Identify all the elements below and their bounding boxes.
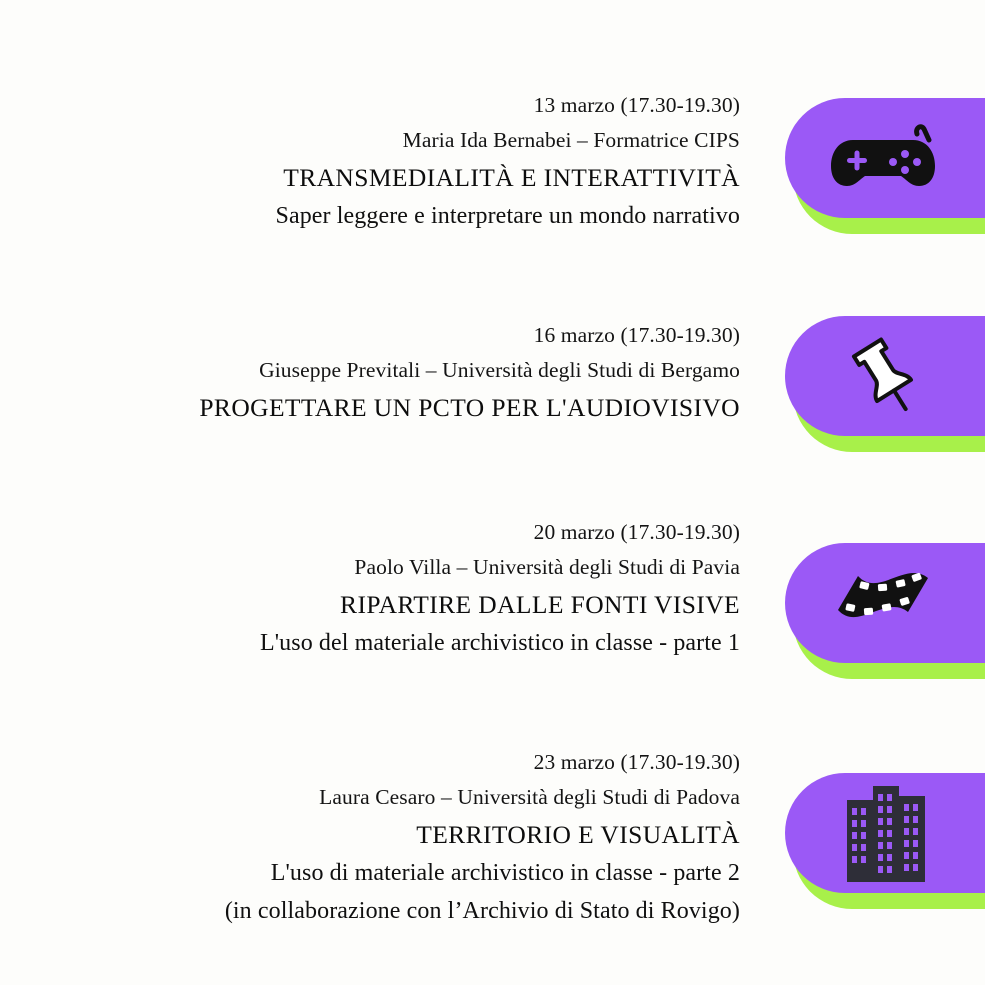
entry-title: TRANSMEDIALITÀ E INTERATTIVITÀ — [283, 163, 740, 192]
entry-speaker: Maria Ida Bernabei – Formatrice CIPS — [402, 128, 740, 152]
entry-speaker: Laura Cesaro – Università degli Studi di Padova — [319, 785, 740, 809]
entry-speaker: Giuseppe Previtali – Università degli Studi di Bergamo — [259, 358, 740, 382]
entry-subtitle: L'uso di materiale archivistico in classe - parte 2 — [270, 860, 740, 886]
entry-title: PROGETTARE UN PCTO PER L'AUDIOVISIVO — [199, 393, 740, 422]
entry-subtitle: L'uso del materiale archivistico in classe - parte 1 — [259, 630, 740, 656]
entry-text-block — [0, 745, 742, 930]
entry-subtitle-secondary: (in collaborazione con l’Archivio di Stato di Rovigo) — [224, 898, 740, 924]
film-strip-icon — [785, 543, 985, 663]
entry-date: 23 marzo (17.30-19.30) — [533, 750, 740, 774]
push-pin-icon — [785, 316, 985, 436]
entry-icon-badge — [785, 316, 985, 448]
entry-title: RIPARTIRE DALLE FONTI VISIVE — [340, 590, 740, 619]
entry-icon-badge — [785, 98, 985, 230]
entry-date: 20 marzo (17.30-19.30) — [533, 520, 740, 544]
entry-icon-badge — [785, 773, 985, 905]
buildings-icon — [785, 773, 985, 893]
entry-date: 16 marzo (17.30-19.30) — [533, 323, 740, 347]
game-controller-icon — [785, 98, 985, 218]
entry-speaker: Paolo Villa – Università degli Studi di Pavia — [354, 555, 740, 579]
entry-text-block — [0, 515, 742, 662]
entry-text-block — [0, 88, 742, 235]
entry-title: TERRITORIO E VISUALITÀ — [416, 820, 740, 849]
entry-icon-badge — [785, 543, 985, 675]
entry-date: 13 marzo (17.30-19.30) — [533, 93, 740, 117]
entry-subtitle: Saper leggere e interpretare un mondo narrativo — [275, 203, 740, 229]
entry-text-block — [0, 318, 742, 427]
